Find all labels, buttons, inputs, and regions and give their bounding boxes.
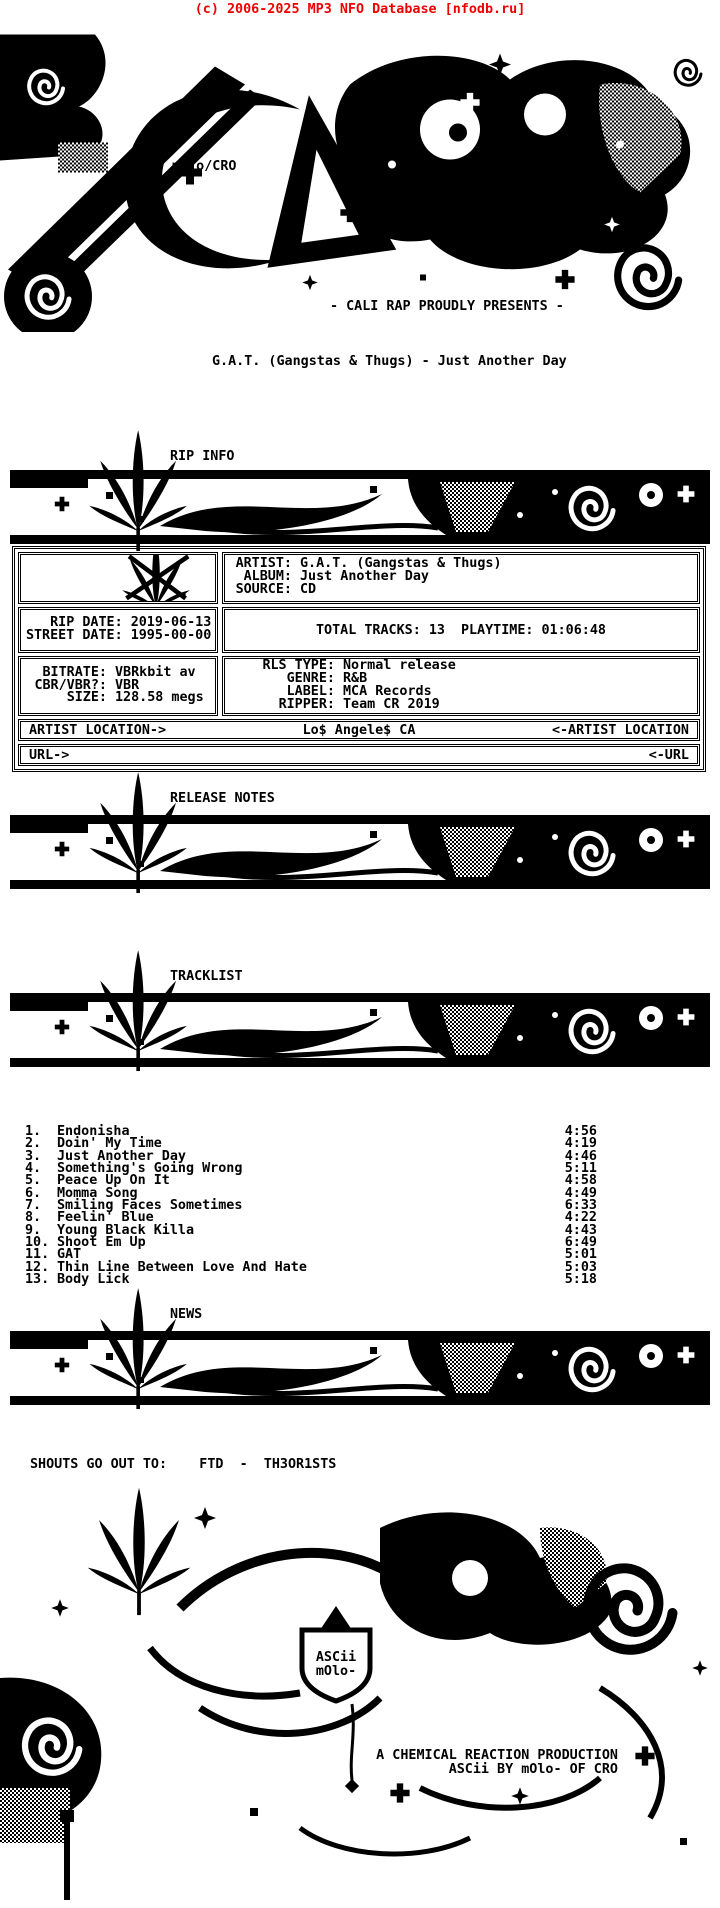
- track-number: 12.: [25, 1259, 50, 1275]
- track-number: 2.: [25, 1136, 42, 1152]
- track-title: GAT: [57, 1247, 82, 1263]
- track-title: Endonisha: [57, 1124, 130, 1139]
- track-title: Thin Line Between Love And Hate: [57, 1259, 307, 1275]
- presents-line: - CALI RAP PROUDLY PRESENTS -: [330, 299, 564, 314]
- track-time: 4:56: [564, 1124, 597, 1139]
- logo-art: [0, 22, 720, 332]
- rip-info-banner-art: [10, 470, 710, 544]
- site-header: (c) 2006-2025 MP3 NFO Database [nfodb.ru]: [194, 2, 526, 17]
- field-label: GENRE:: [286, 671, 335, 687]
- badge-line: ASCii: [315, 1650, 357, 1665]
- track-number: 10.: [25, 1235, 50, 1251]
- url-arrow-right: <-URL: [648, 747, 689, 763]
- news-banner-art: [10, 1331, 710, 1405]
- track-title: Momma Song: [57, 1185, 138, 1201]
- track-title: Just Another Day: [57, 1148, 186, 1164]
- release-notes-heading: RELEASE NOTES: [170, 791, 275, 806]
- track-time: 4:22: [564, 1210, 597, 1226]
- badge-line: mOlo-: [315, 1663, 357, 1679]
- track-time: 5:01: [564, 1247, 597, 1263]
- track-time: 4:58: [564, 1173, 597, 1189]
- field-label: BITRATE:: [42, 664, 107, 680]
- track-time: 5:18: [564, 1272, 597, 1288]
- tracklist-heading: TRACKLIST: [170, 969, 243, 984]
- track-time: 4:19: [564, 1136, 597, 1152]
- release-id-box: [222, 552, 700, 604]
- track-title: Something's Going Wrong: [57, 1161, 243, 1177]
- size-value: 128.58 megs: [115, 690, 204, 706]
- field-label: RIPPER:: [278, 696, 335, 712]
- rip-info-panel: [12, 546, 706, 772]
- track-time: 4:46: [564, 1148, 597, 1164]
- track-time: 5:03: [564, 1259, 597, 1275]
- track-title: Body Lick: [57, 1272, 130, 1288]
- credit-line: A CHEMICAL REACTION PRODUCTION: [376, 1748, 618, 1763]
- track-time: 5:11: [564, 1161, 597, 1177]
- track-title: Smiling Faces Sometimes: [57, 1198, 243, 1214]
- dates-box: [18, 607, 218, 653]
- rip-info-heading: RIP INFO: [170, 449, 235, 464]
- track-number: 7.: [25, 1198, 42, 1214]
- track-title: Peace Up On It: [57, 1173, 170, 1189]
- artist-value: G.A.T. (Gangstas & Thugs): [300, 556, 502, 571]
- field-label: ARTIST:: [235, 556, 292, 571]
- track-title: Feelin' Blue: [57, 1210, 154, 1226]
- news-heading: NEWS: [170, 1307, 203, 1322]
- field-label: LABEL:: [286, 684, 335, 699]
- field-label: TOTAL TRACKS:: [316, 622, 421, 638]
- track-number: 13.: [25, 1272, 50, 1288]
- track-number: 4.: [25, 1161, 42, 1177]
- encoding-box: [18, 656, 218, 716]
- artist-location-value: Lo$ Angele$ CA: [302, 722, 416, 738]
- footer-art: [0, 1488, 720, 1908]
- field-label: SIZE:: [66, 690, 107, 706]
- album-value: Just Another Day: [300, 568, 429, 584]
- track-title: Shoot Em Up: [57, 1235, 146, 1251]
- track-number: 9.: [25, 1222, 42, 1238]
- label-value: MCA Records: [343, 684, 432, 699]
- cbr-vbr-value: VBR: [115, 677, 140, 693]
- field-label: SOURCE:: [235, 581, 292, 597]
- track-title: Doin' My Time: [57, 1136, 162, 1152]
- track-number: 1.: [25, 1124, 42, 1139]
- rip-date-value: 2019-06-13: [130, 615, 212, 631]
- panel-leaf-art: [18, 552, 218, 604]
- genre-value: R&B: [343, 671, 368, 687]
- track-time: 4:43: [564, 1222, 597, 1238]
- track-number: 11.: [25, 1247, 50, 1263]
- source-value: CD: [300, 581, 317, 597]
- credit-line: ASCii BY mOlo- OF CRO: [448, 1761, 618, 1777]
- url-arrow-left: URL->: [29, 747, 70, 763]
- tracks-playtime-box: [222, 607, 700, 653]
- track-row: [25, 1237, 597, 1249]
- track-time: 4:49: [564, 1185, 597, 1201]
- track-number: 8.: [25, 1210, 42, 1226]
- url-row: [18, 744, 700, 766]
- field-label: CBR/VBR?:: [34, 677, 107, 693]
- field-label: STREET DATE:: [25, 628, 123, 643]
- artist-location-row: [18, 719, 700, 741]
- release-meta-box: [222, 656, 700, 716]
- track-number: 3.: [25, 1148, 42, 1164]
- field-label: ALBUM:: [243, 568, 292, 584]
- bitrate-value: VBRkbit av: [115, 664, 196, 680]
- shouts-line: SHOUTS GO OUT TO: FTD - TH3OR1STS: [30, 1457, 337, 1472]
- track-list: [25, 1126, 597, 1286]
- release-title: G.A.T. (Gangstas & Thugs) - Just Another Day: [212, 354, 567, 369]
- release-notes-banner-art: [10, 815, 710, 889]
- rls-type-value: Normal release: [343, 658, 456, 674]
- street-date-value: 1995-00-00: [130, 628, 212, 643]
- track-number: 5.: [25, 1173, 42, 1189]
- total-tracks-value: 13: [428, 622, 445, 638]
- artist-location-arrow-left: ARTIST LOCATION->: [29, 722, 167, 738]
- crew-tag: mOlo/CRO: [172, 159, 237, 174]
- artist-location-arrow-right: <-ARTIST LOCATION: [551, 722, 689, 738]
- field-label: RLS TYPE:: [262, 658, 335, 674]
- playtime-value: 01:06:48: [541, 622, 606, 638]
- track-time: 6:49: [564, 1235, 597, 1251]
- track-time: 6:33: [564, 1198, 597, 1214]
- track-number: 6.: [25, 1185, 42, 1201]
- ripper-value: Team CR 2019: [343, 696, 440, 712]
- credits: [0, 1749, 618, 1777]
- tracklist-banner-art: [10, 993, 710, 1067]
- ascii-badge: [300, 1651, 372, 1678]
- field-label: RIP DATE:: [50, 615, 123, 631]
- field-label: PLAYTIME:: [460, 622, 534, 638]
- track-title: Young Black Killa: [57, 1222, 195, 1238]
